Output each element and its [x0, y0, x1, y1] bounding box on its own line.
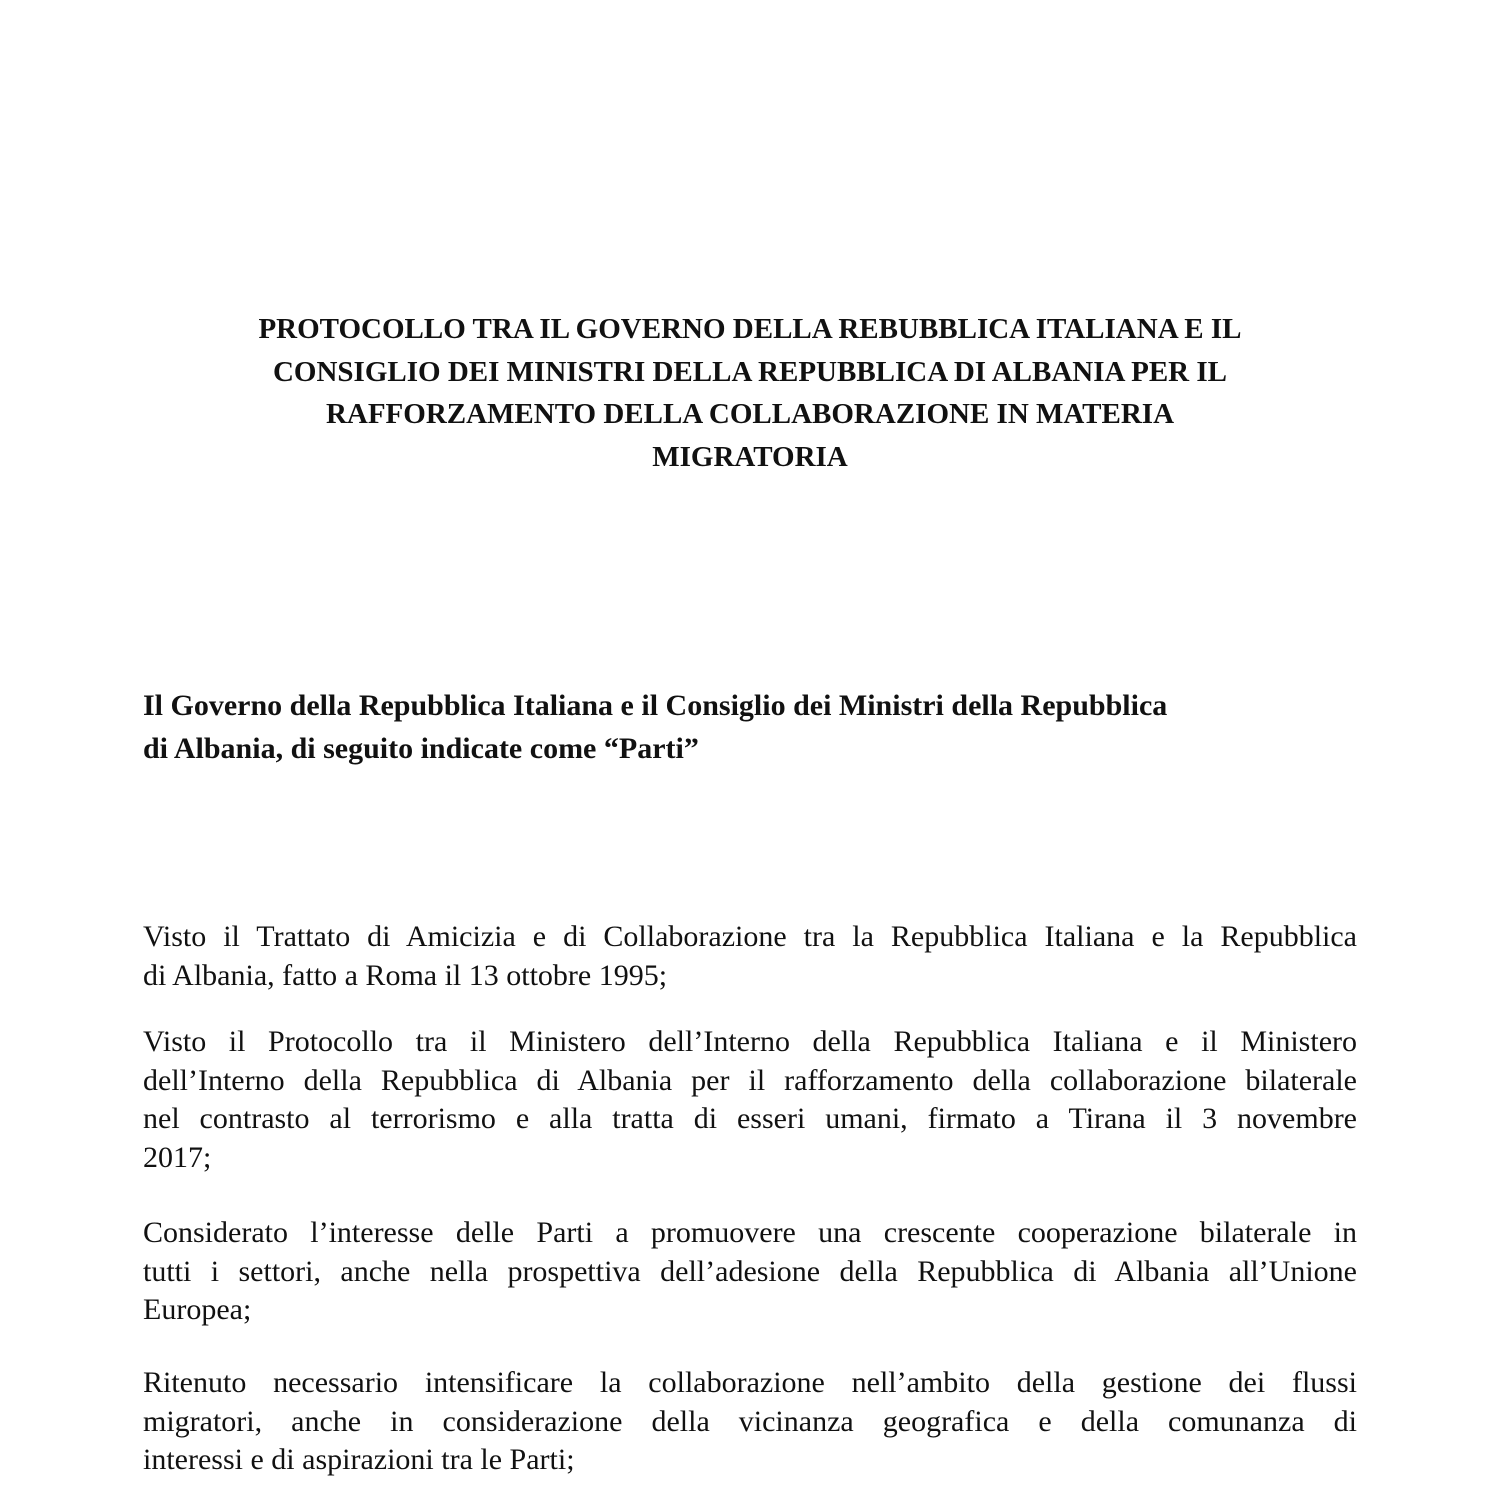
- paragraph-line: di Albania, fatto a Roma il 13 ottobre 1995;: [143, 958, 668, 992]
- paragraph-line: tutti i settori, anche nella prospettiva dell’adesione della Repubblica di Albania all’Unione: [143, 1254, 1357, 1288]
- paragraph-line: nel contrasto al terrorismo e alla tratta di esseri umani, firmato a Tirana il 3 novembre: [143, 1102, 1357, 1135]
- title-line: MIGRATORIA: [652, 440, 848, 473]
- paragraph-line: Europea;: [143, 1293, 252, 1326]
- paragraph-line: Considerato l’interesse delle Parti a promuovere una crescente cooperazione bilaterale in: [143, 1216, 1357, 1249]
- document-title: [143, 308, 1357, 478]
- title-line: PROTOCOLLO TRA IL GOVERNO DELLA REBUBBLICA ITALIANA E IL: [258, 313, 1242, 345]
- paragraph-line: dell’Interno della Repubblica di Albania per il rafforzamento della collaborazione bilaterale: [143, 1063, 1357, 1097]
- title-line: RAFFORZAMENTO DELLA COLLABORAZIONE IN MATERIA: [325, 398, 1175, 430]
- paragraph-protocollo: [143, 1023, 1357, 1177]
- paragraph-trattato: [143, 918, 1357, 995]
- paragraph-line: Visto il Trattato di Amicizia e di Collaborazione tra la Repubblica Italiana e la Repubblica: [143, 920, 1357, 953]
- title-line: CONSIGLIO DEI MINISTRI DELLA REPUBBLICA DI ALBANIA PER IL: [272, 355, 1227, 388]
- paragraph-ritenuto: [143, 1364, 1357, 1480]
- paragraph-considerato: [143, 1214, 1357, 1330]
- parties-heading: [143, 684, 1357, 770]
- parties-line: Il Governo della Repubblica Italiana e il Consiglio dei Ministri della Repubblica: [143, 689, 1168, 722]
- paragraph-line: Ritenuto necessario intensificare la collaborazione nell’ambito della gestione dei flussi: [143, 1366, 1357, 1399]
- parties-line: di Albania, di seguito indicate come “Parti”: [143, 732, 699, 765]
- paragraph-line: 2017;: [143, 1140, 212, 1174]
- paragraph-line: Visto il Protocollo tra il Ministero dell’Interno della Repubblica Italiana e il Ministero: [143, 1025, 1357, 1058]
- paragraph-line: interessi e di aspirazioni tra le Parti;: [143, 1443, 575, 1476]
- paragraph-line: migratori, anche in considerazione della vicinanza geografica e della comunanza di: [143, 1404, 1357, 1438]
